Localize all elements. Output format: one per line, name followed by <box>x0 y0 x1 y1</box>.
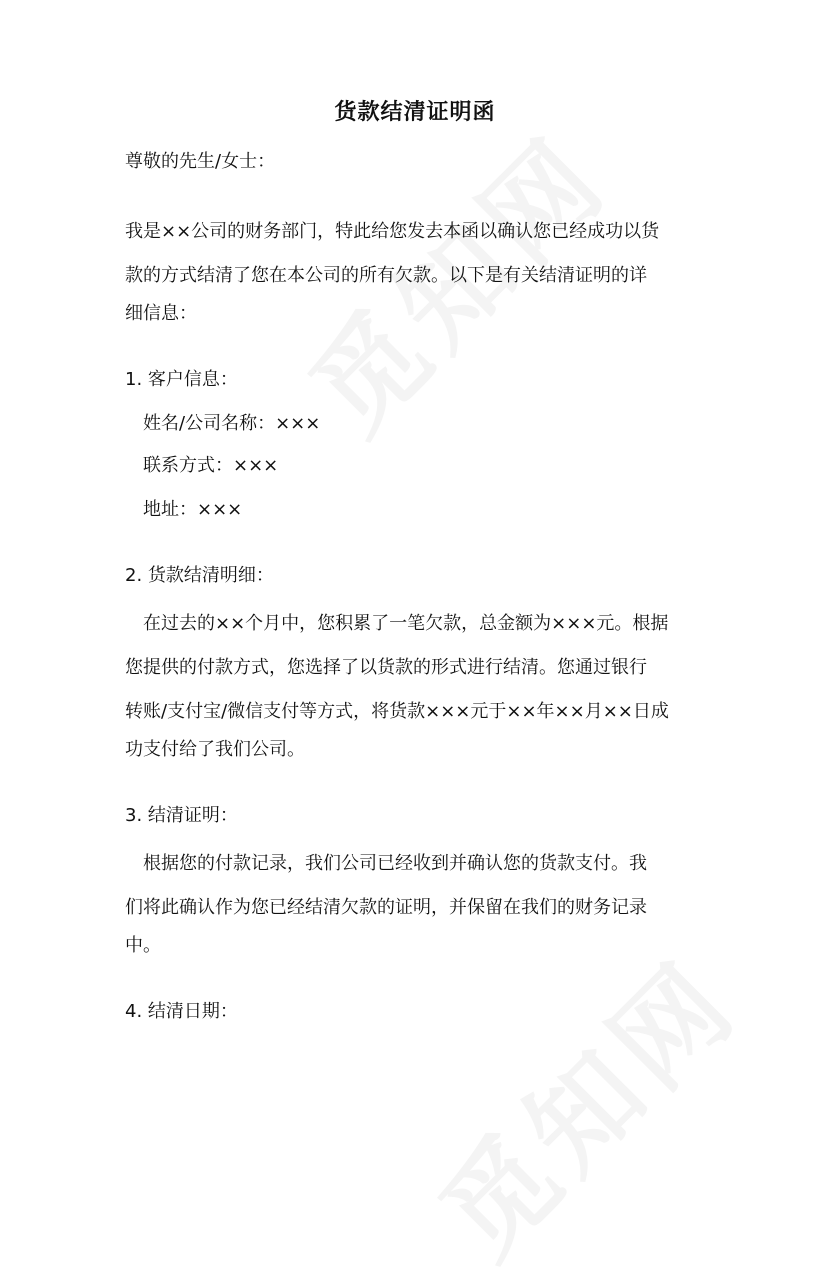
customer-address: 地址：××× <box>143 499 243 520</box>
customer-contact: 联系方式：××× <box>143 455 279 476</box>
section3-line-1: 根据您的付款记录，我们公司已经收到并确认您的货款支付。我 <box>143 853 647 874</box>
section3-heading: 3. 结清证明： <box>125 805 238 826</box>
customer-name: 姓名/公司名称：××× <box>143 413 321 434</box>
section2-line-3: 转账/支付宝/微信支付等方式，将货款×××元于××年××月××日成 <box>125 701 669 722</box>
section3-line-3: 中。 <box>125 935 161 956</box>
document-title: 货款结清证明函 <box>334 100 496 125</box>
section2-heading: 2. 货款结清明细： <box>125 565 274 586</box>
section4-heading: 4. 结清日期： <box>125 1001 238 1022</box>
intro-line-3: 细信息： <box>125 303 197 324</box>
intro-line-2: 款的方式结清了您在本公司的所有欠款。以下是有关结清证明的详 <box>125 265 647 286</box>
section2-line-4: 功支付给了我们公司。 <box>125 739 305 760</box>
section2-line-2: 您提供的付款方式，您选择了以货款的形式进行结清。您通过银行 <box>125 657 647 678</box>
section1-heading: 1. 客户信息： <box>125 369 238 390</box>
section3-line-2: 们将此确认作为您已经结清欠款的证明，并保留在我们的财务记录 <box>125 897 647 918</box>
intro-line-1: 我是××公司的财务部门，特此给您发去本函以确认您已经成功以货 <box>125 221 660 242</box>
watermark-bottom <box>400 919 766 1285</box>
section2-line-1: 在过去的××个月中，您积累了一笔欠款，总金额为×××元。根据 <box>143 613 669 634</box>
salutation: 尊敬的先生/女士： <box>125 151 276 172</box>
